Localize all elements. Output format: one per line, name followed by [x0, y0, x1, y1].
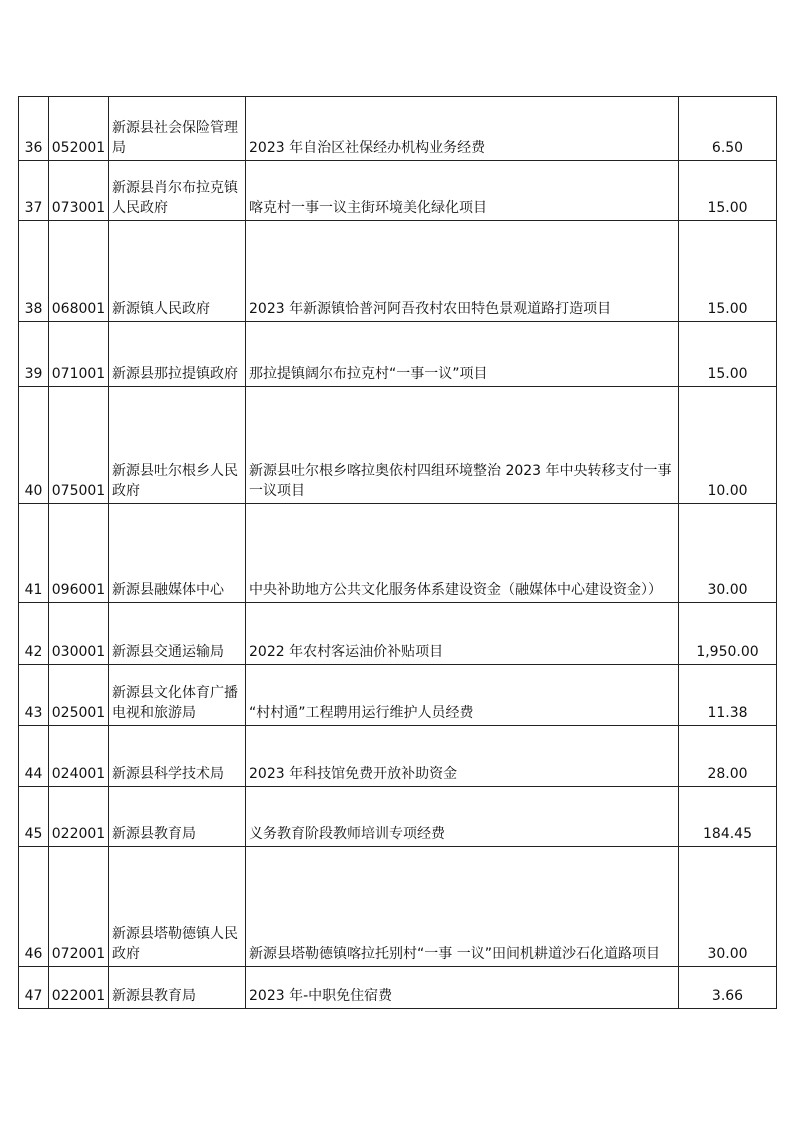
row-amount: 30.00	[679, 847, 777, 967]
row-amount: 28.00	[679, 726, 777, 787]
row-number: 39	[19, 322, 49, 387]
table-row	[19, 847, 777, 967]
table-row	[19, 221, 777, 322]
row-project-name: “村村通”工程聘用运行维护人员经费	[246, 665, 679, 726]
row-unit-name: 新源县科学技术局	[109, 726, 246, 787]
row-code: 073001	[49, 161, 109, 221]
row-unit-name: 新源县那拉提镇政府	[109, 322, 246, 387]
row-code: 024001	[49, 726, 109, 787]
row-project-name: 2022 年农村客运油价补贴项目	[246, 603, 679, 665]
row-amount: 184.45	[679, 787, 777, 847]
row-number: 38	[19, 221, 49, 322]
table-row	[19, 603, 777, 665]
row-unit-name: 新源县教育局	[109, 967, 246, 1009]
row-unit-name: 新源县吐尔根乡人民政府	[109, 387, 246, 504]
row-project-name: 2023 年科技馆免费开放补助资金	[246, 726, 679, 787]
row-unit-name: 新源县教育局	[109, 787, 246, 847]
row-number: 45	[19, 787, 49, 847]
row-code: 075001	[49, 387, 109, 504]
row-number: 43	[19, 665, 49, 726]
row-code: 072001	[49, 847, 109, 967]
row-amount: 30.00	[679, 504, 777, 603]
row-number: 44	[19, 726, 49, 787]
row-project-name: 中央补助地方公共文化服务体系建设资金（融媒体中心建设资金））	[246, 504, 679, 603]
row-number: 42	[19, 603, 49, 665]
row-amount: 15.00	[679, 161, 777, 221]
row-unit-name: 新源县社会保险管理局	[109, 97, 246, 161]
table-body	[19, 97, 777, 1009]
row-unit-name: 新源县融媒体中心	[109, 504, 246, 603]
table-row	[19, 787, 777, 847]
row-number: 46	[19, 847, 49, 967]
row-number: 36	[19, 97, 49, 161]
row-project-name: 新源县塔勒德镇喀拉托别村“一事 一议”田间机耕道沙石化道路项目	[246, 847, 679, 967]
row-number: 37	[19, 161, 49, 221]
table-row	[19, 726, 777, 787]
row-project-name: 义务教育阶段教师培训专项经费	[246, 787, 679, 847]
row-number: 41	[19, 504, 49, 603]
row-amount: 15.00	[679, 322, 777, 387]
row-amount: 11.38	[679, 665, 777, 726]
row-project-name: 2023 年新源镇恰普河阿吾孜村农田特色景观道路打造项目	[246, 221, 679, 322]
row-code: 068001	[49, 221, 109, 322]
table-row	[19, 967, 777, 1009]
row-amount: 3.66	[679, 967, 777, 1009]
row-code: 052001	[49, 97, 109, 161]
row-project-name: 2023 年自治区社保经办机构业务经费	[246, 97, 679, 161]
row-project-name: 喀克村一事一议主街环境美化绿化项目	[246, 161, 679, 221]
row-number: 47	[19, 967, 49, 1009]
row-number: 40	[19, 387, 49, 504]
table-row	[19, 665, 777, 726]
row-code: 022001	[49, 787, 109, 847]
row-amount: 10.00	[679, 387, 777, 504]
table-row	[19, 387, 777, 504]
budget-table	[18, 96, 777, 1009]
row-amount: 6.50	[679, 97, 777, 161]
row-code: 025001	[49, 665, 109, 726]
row-project-name: 那拉提镇阔尔布拉克村“一事一议”项目	[246, 322, 679, 387]
table-row	[19, 161, 777, 221]
table-row	[19, 322, 777, 387]
row-code: 071001	[49, 322, 109, 387]
table-row	[19, 97, 777, 161]
row-code: 022001	[49, 967, 109, 1009]
row-unit-name: 新源县肖尔布拉克镇人民政府	[109, 161, 246, 221]
row-unit-name: 新源县文化体育广播电视和旅游局	[109, 665, 246, 726]
row-code: 030001	[49, 603, 109, 665]
row-unit-name: 新源镇人民政府	[109, 221, 246, 322]
table-row	[19, 504, 777, 603]
row-amount: 15.00	[679, 221, 777, 322]
row-project-name: 新源县吐尔根乡喀拉奥依村四组环境整治 2023 年中央转移支付一事一议项目	[246, 387, 679, 504]
row-amount: 1,950.00	[679, 603, 777, 665]
row-project-name: 2023 年-中职免住宿费	[246, 967, 679, 1009]
row-unit-name: 新源县交通运输局	[109, 603, 246, 665]
row-unit-name: 新源县塔勒德镇人民政府	[109, 847, 246, 967]
row-code: 096001	[49, 504, 109, 603]
